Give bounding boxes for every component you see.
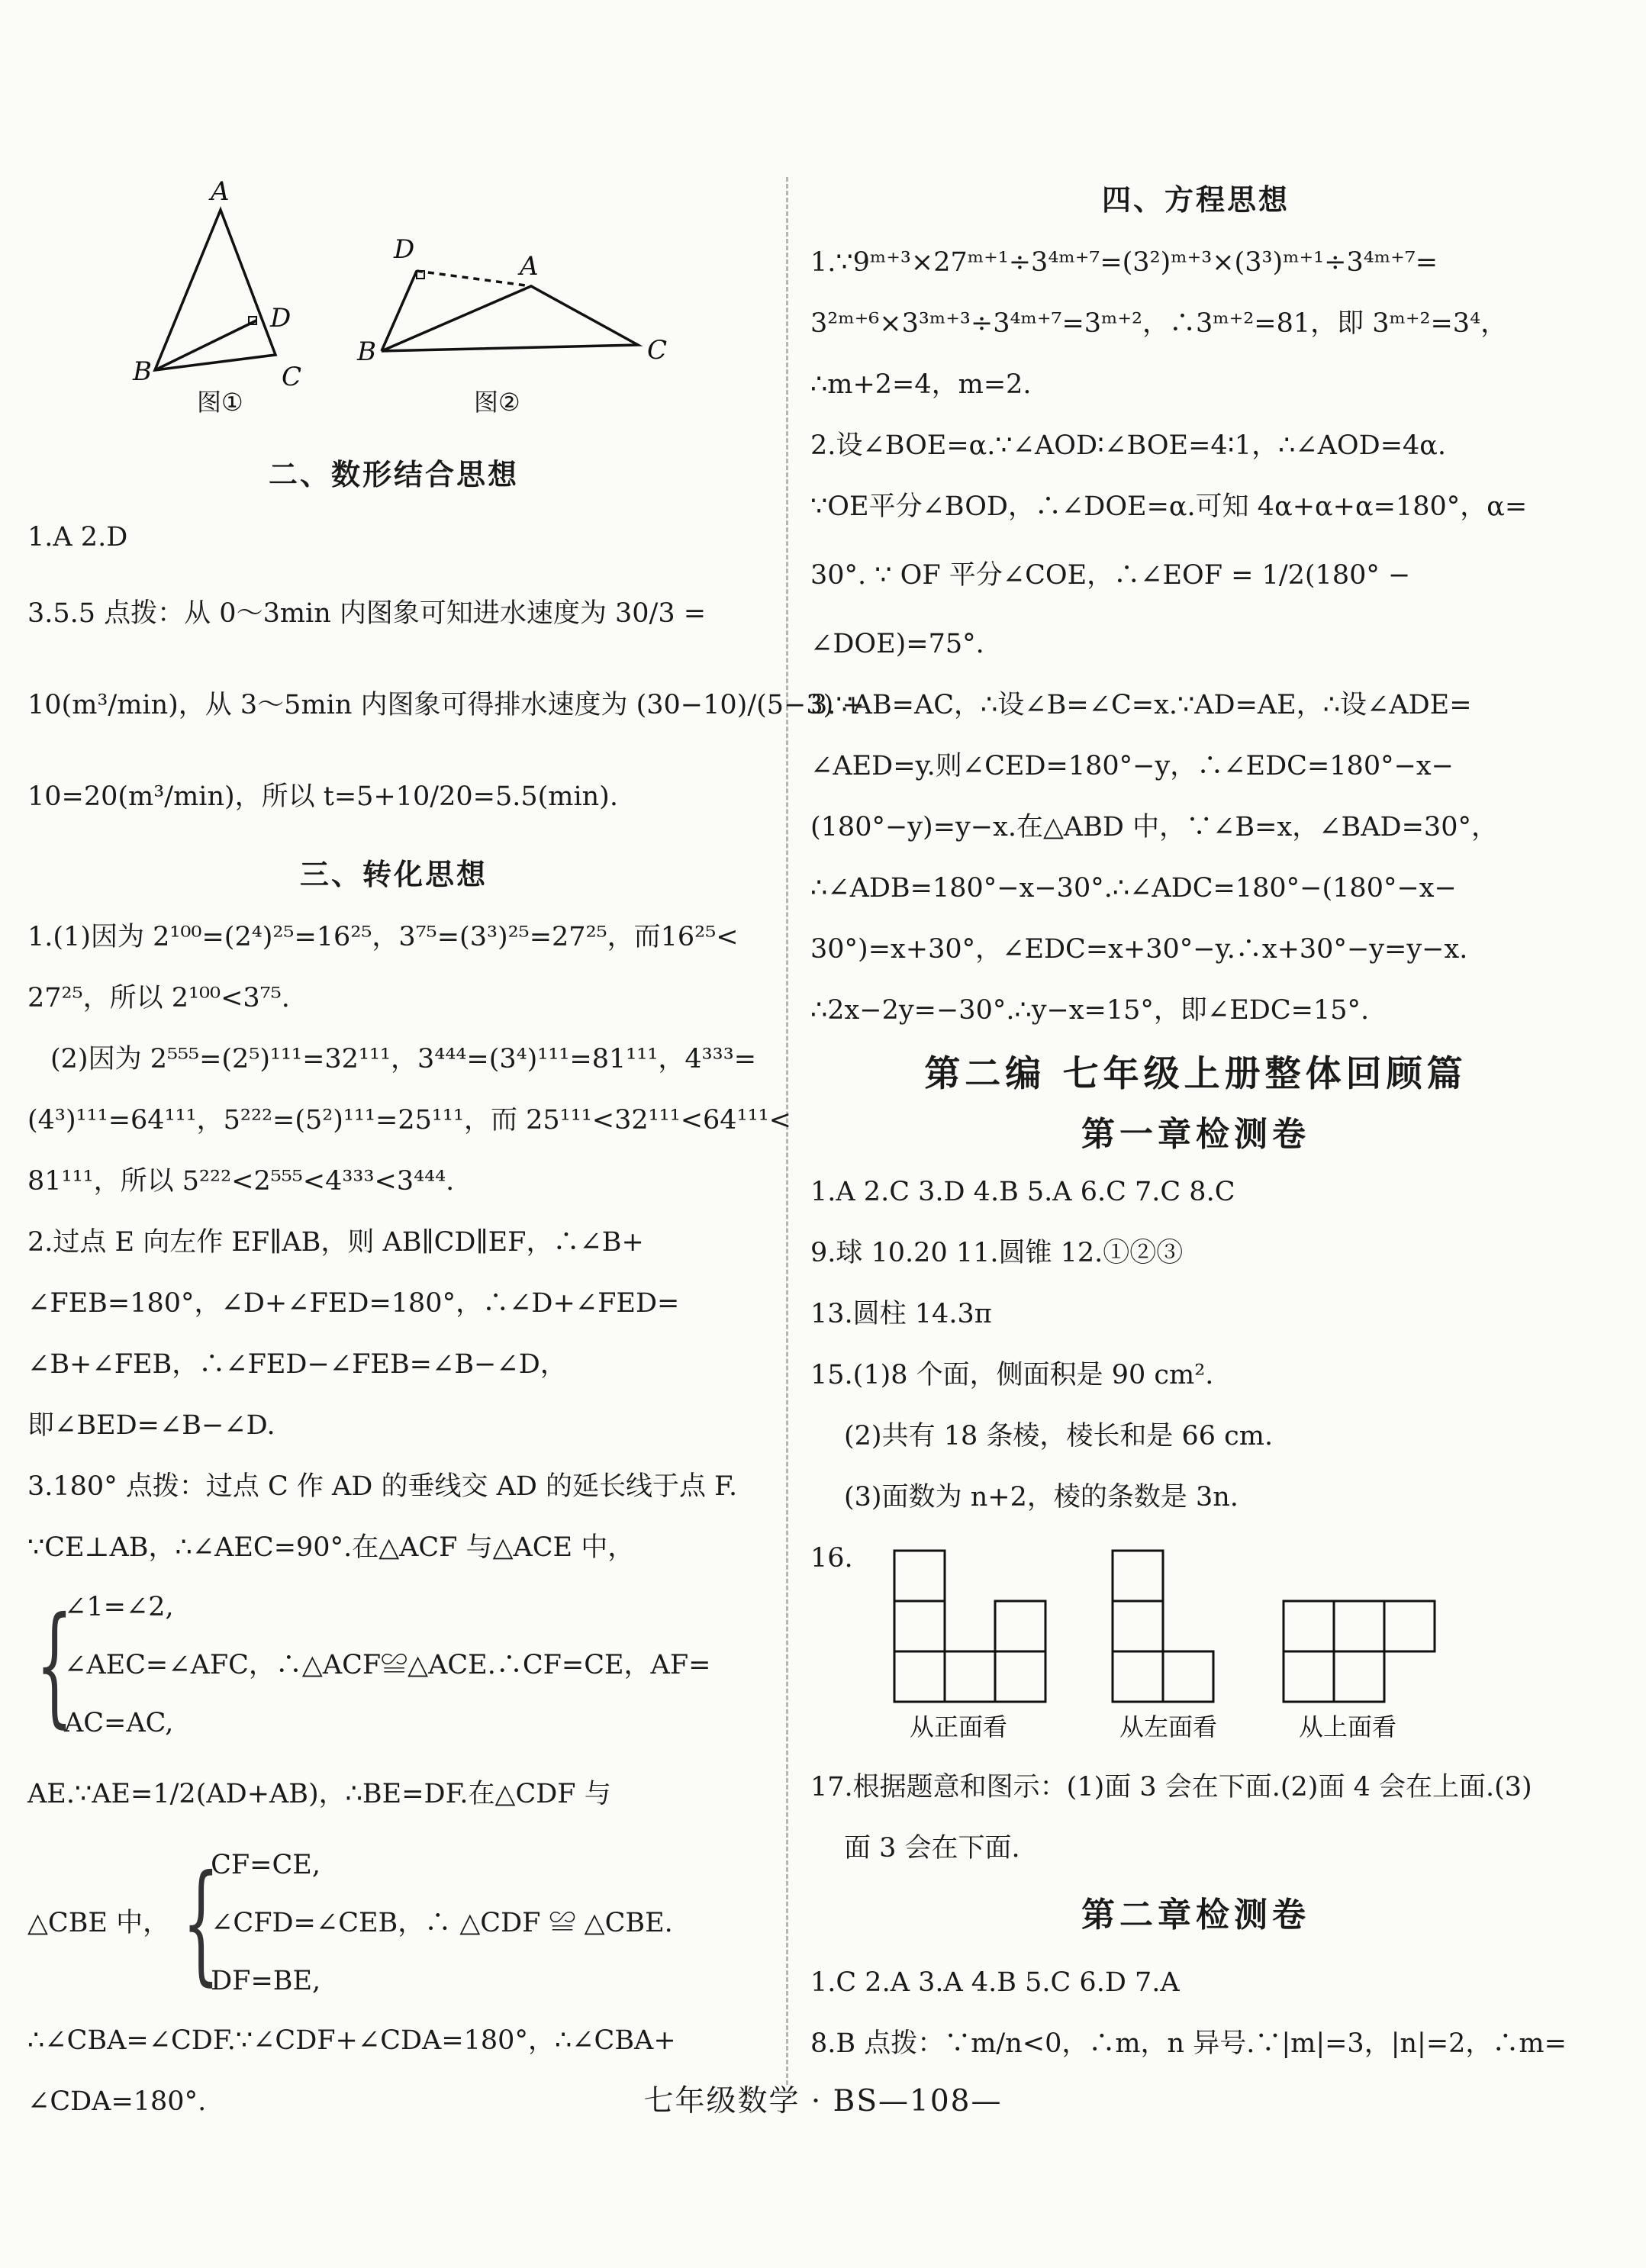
brace-symbol: {	[182, 1848, 220, 1999]
section-title-equation: 四、方程思想	[1101, 183, 1290, 217]
three-views-svg	[810, 1528, 1581, 1757]
left-view-caption: 从左面看	[1119, 1712, 1218, 1741]
answer-line: ∴m+2=4，m=2.	[810, 369, 1032, 400]
left-view-cell	[1113, 1601, 1163, 1651]
equation-system-2	[27, 1836, 760, 2010]
answer-line: 3²ᵐ⁺⁶×3³ᵐ⁺³÷3⁴ᵐ⁺⁷=3ᵐ⁺²，∴3ᵐ⁺²=81，即 3ᵐ⁺²=3⁴，	[810, 308, 1508, 339]
top-view-cell	[1334, 1651, 1384, 1702]
left-view-cell	[1113, 1551, 1163, 1601]
answer-line: ∵OE平分∠BOD，∴∠DOE=α.可知 4α+α+α=180°，α=	[810, 491, 1528, 522]
top-view-cell	[1334, 1601, 1384, 1651]
brace-symbol: {	[36, 1590, 73, 1741]
fig2-label-c: C	[647, 335, 668, 366]
fig1-triangle	[155, 210, 275, 370]
three-views-figure	[810, 1528, 1581, 1757]
answer-line: 3.∵AB=AC，∴设∠B=∠C=x.∵AD=AE，∴设∠ADE=	[810, 690, 1472, 720]
section-title-transform: 三、转化思想	[299, 858, 488, 891]
fig1-label-d: D	[270, 303, 292, 333]
answer-line: 10(m³/min)，从 3～5min 内图象可得排水速度为 (30−10)/(5−3) +	[27, 690, 865, 720]
answer-line: 1.A 2.D	[27, 522, 128, 553]
answer-line: (2)共有 18 条棱，棱长和是 66 cm.	[844, 1421, 1274, 1451]
front-view-caption: 从正面看	[910, 1712, 1008, 1741]
brace-lines	[64, 1578, 710, 1752]
answer-line: 17.根据题意和图示：(1)面 3 会在下面.(2)面 4 会在上面.(3)	[810, 1772, 1532, 1802]
fig1-caption: 图①	[197, 388, 243, 417]
answer-line: ∠B+∠FEB，∴∠FED−∠FEB=∠B−∠D，	[27, 1349, 567, 1380]
answer-line: 1.∵9ᵐ⁺³×27ᵐ⁺¹÷3⁴ᵐ⁺⁷=(3²)ᵐ⁺³×(3³)ᵐ⁺¹÷3⁴ᵐ⁺⁷=	[810, 247, 1438, 278]
brace-line: ∠CFD=∠CEB，∴ △CDF ≌ △CBE.	[211, 1908, 673, 1938]
answer-line: ∠FEB=180°，∠D+∠FED=180°，∴∠D+∠FED=	[27, 1288, 680, 1319]
triangle-figures	[27, 168, 760, 443]
fig2-label-a: A	[520, 251, 539, 282]
answer-line: 1.(1)因为 2¹⁰⁰=(2⁴)²⁵=16²⁵，3⁷⁵=(3³)²⁵=27²⁵，而16²⁵<	[27, 922, 739, 952]
answer-line: 2.设∠BOE=α.∵∠AOD∶∠BOE=4∶1，∴∠AOD=4α.	[810, 430, 1447, 461]
fig1-label-a: A	[211, 176, 230, 207]
answer-line: 81¹¹¹，所以 5²²²<2⁵⁵⁵<4³³³<3⁴⁴⁴.	[27, 1166, 455, 1197]
answer-line: (2)因为 2⁵⁵⁵=(2⁵)¹¹¹=32¹¹¹，3⁴⁴⁴=(3⁴)¹¹¹=81¹¹¹，4³³³=	[50, 1044, 757, 1074]
front-view-cell	[894, 1551, 945, 1601]
brace-line: ∠1=∠2,	[64, 1592, 174, 1622]
answer-line: ∠CDA=180°.	[27, 2086, 207, 2117]
fig1-label-c: C	[282, 362, 302, 392]
answer-line: ∴2x−2y=−30°.∴y−x=15°，即∠EDC=15°.	[810, 995, 1370, 1026]
top-view-cell	[1384, 1601, 1435, 1651]
brace-lines	[211, 1836, 673, 2010]
fig1-label-b: B	[133, 356, 152, 387]
answer-line: ∴∠ADB=180°−x−30°.∴∠ADC=180°−(180°−x−	[810, 873, 1457, 904]
top-view-cell	[1284, 1601, 1334, 1651]
fig2-label-d: D	[394, 234, 415, 265]
right-column	[810, 168, 1581, 2074]
answer-line: 10=20(m³/min)，所以 t=5+10/20=5.5(min).	[27, 781, 618, 812]
brace-line: DF=BE,	[211, 1966, 321, 1996]
front-view-cell	[995, 1601, 1045, 1651]
triangle-figures-svg	[27, 168, 760, 443]
top-view-caption: 从上面看	[1299, 1712, 1397, 1741]
front-view-cell	[945, 1651, 995, 1702]
answer-line: (4³)¹¹¹=64¹¹¹，5²²²=(5²)¹¹¹=25¹¹¹，而 25¹¹¹<32¹¹¹<64¹¹¹<	[27, 1105, 791, 1136]
answer-line: 1.C 2.A 3.A 4.B 5.C 6.D 7.A	[810, 1967, 1180, 1998]
answer-line: ∠AED=y.则∠CED=180°−y，∴∠EDC=180°−x−	[810, 751, 1454, 781]
answer-line: 2.过点 E 向左作 EF∥AB，则 AB∥CD∥EF，∴∠B+	[27, 1227, 644, 1258]
answer-line: ∴∠CBA=∠CDF.∵∠CDF+∠CDA=180°，∴∠CBA+	[27, 2025, 676, 2056]
answer-line: 3.5.5 点拨：从 0～3min 内图象可知进水速度为 30/3 =	[27, 598, 707, 629]
fig2-dashed-da	[417, 271, 531, 286]
answer-line: 27²⁵，所以 2¹⁰⁰<3⁷⁵.	[27, 983, 290, 1013]
top-view-cell	[1284, 1651, 1334, 1702]
answer-line: ∵CE⊥AB，∴∠AEC=90°.在△ACF 与△ACE 中，	[27, 1532, 635, 1563]
answer-line: 3.180° 点拨：过点 C 作 AD 的垂线交 AD 的延长线于点 F.	[27, 1471, 738, 1502]
fig2-triangle	[382, 286, 638, 351]
answer-line: ∠DOE)=75°.	[810, 629, 984, 659]
answer-line: 面 3 会在下面.	[844, 1833, 1020, 1864]
fig2-caption: 图②	[474, 388, 520, 417]
answer-line: 9.球 10.20 11.圆锥 12.①②③	[810, 1238, 1184, 1268]
brace-prefix: △CBE 中，	[27, 1908, 170, 1938]
front-view-cell	[995, 1651, 1045, 1702]
left-view-cell	[1163, 1651, 1213, 1702]
answer-line: 13.圆柱 14.3π	[810, 1299, 992, 1329]
left-view-cell	[1113, 1651, 1163, 1702]
answer-line: (180°−y)=y−x.在△ABD 中，∵∠B=x，∠BAD=30°，	[810, 812, 1498, 842]
section-title-number-shape: 二、数形结合思想	[268, 458, 519, 491]
fig2-label-b: B	[357, 337, 376, 367]
brace-line: AC=AC,	[64, 1708, 174, 1738]
answer-line: 30°)=x+30°，∠EDC=x+30°−y.∴x+30°−y=y−x.	[810, 934, 1468, 965]
chapter-two-test-title: 第二章检测卷	[1081, 1896, 1310, 1935]
front-view-cell	[894, 1601, 945, 1651]
answer-line: 1.A 2.C 3.D 4.B 5.A 6.C 7.C 8.C	[810, 1177, 1235, 1207]
equation-system-1	[27, 1578, 760, 1752]
answer-line: 15.(1)8 个面，侧面积是 90 cm².	[810, 1360, 1214, 1390]
front-view-cell	[894, 1651, 945, 1702]
answer-line: 即∠BED=∠B−∠D.	[27, 1410, 275, 1441]
answer-line: (3)面数为 n+2，棱的条数是 3n.	[844, 1482, 1239, 1513]
answer-line: AE.∵AE=1/2(AD+AB)，∴BE=DF.在△CDF 与	[27, 1779, 611, 1809]
answer-line: 8.B 点拨：∵m/n<0，∴m，n 异号.∵|m|=3，|n|=2，∴m=	[810, 2028, 1567, 2059]
page-footer: 七年级数学 · BS—108—	[643, 2084, 1003, 2118]
brace-line: ∠AEC=∠AFC，∴△ACF≌△ACE.∴CF=CE，AF=	[64, 1650, 711, 1680]
question-number: 16.	[810, 1543, 853, 1574]
chapter-one-test-title: 第一章检测卷	[1081, 1115, 1310, 1154]
brace-line: CF=CE,	[211, 1850, 321, 1880]
answer-line: 30°. ∵ OF 平分∠COE，∴∠EOF = 1/2(180° −	[810, 560, 1411, 591]
part-two-title: 第二编 七年级上册整体回顾篇	[924, 1053, 1467, 1095]
